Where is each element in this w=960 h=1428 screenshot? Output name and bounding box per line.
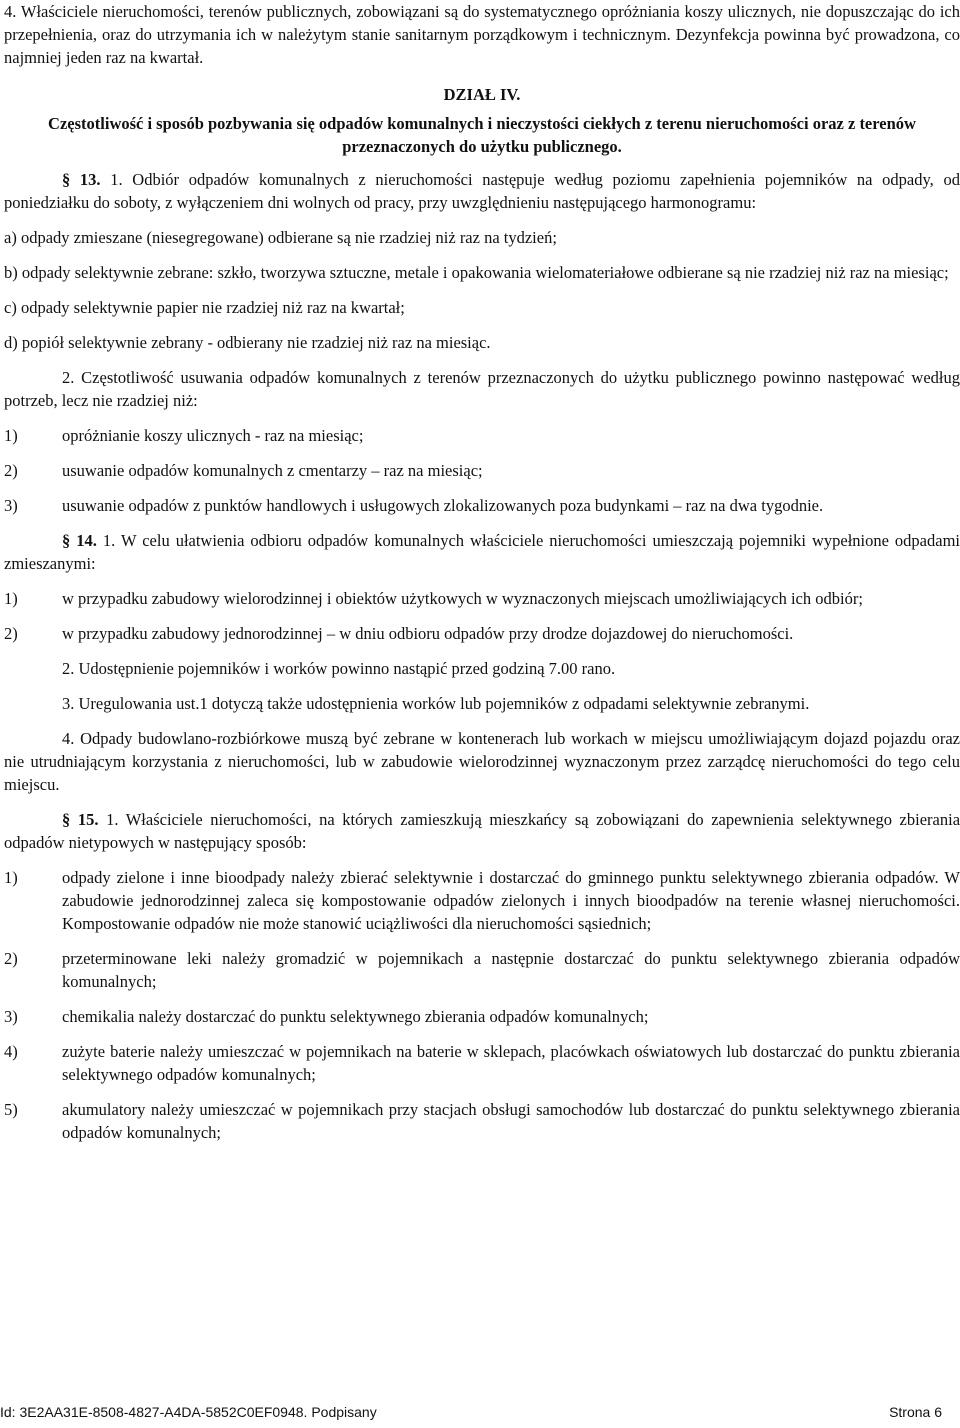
list-item [4, 622, 960, 645]
list-number: 2) [4, 461, 18, 480]
s14-paragraph-4: 4. Odpady budowlano-rozbiórkowe muszą być zebrane w kontenerach lub workach w miejscu umożliwiającym dojazd pojazdu oraz nie utrudniającym korzystania z nieruchomości, lub w zabudowie wielorodzinnej wyznaczonym przez zarządcę nieruchomości do tego celu miejscu. [4, 729, 960, 794]
list-number: 2) [4, 624, 18, 643]
list-number: 2) [4, 949, 18, 968]
list-text: akumulatory należy umieszczać w pojemnikach przy stacjach obsługi samochodów lub dostarczać do punktu selektywnego zbierania odpadów komunalnych; [62, 1100, 960, 1142]
list-text: odpady zielone i inne bioodpady należy zbierać selektywnie i dostarczać do gminnego punktu selektywnego zbierania odpadów. W zabudowie jednorodzinnej zaleca się kompostowanie odpadów zielonych i innych bioodpadów na terenie własnej nieruchomości. Kompostowanie odpadów nie może stanowić uciążliwości dla nieruchomości sąsiednich; [62, 868, 960, 933]
list-item [4, 424, 960, 447]
list-number: 1) [4, 589, 18, 608]
list-number: 1) [4, 426, 18, 445]
page-footer [0, 1404, 960, 1420]
s14-paragraph-1 [4, 529, 960, 575]
s15-paragraph-1 [4, 808, 960, 854]
list-number: 3) [4, 496, 18, 515]
s13-p1-text: 1. Odbiór odpadów komunalnych z nieruchomości następuje według poziomu zapełnienia pojemników na odpady, od poniedziałku do soboty, z wyłączeniem dni wolnych od pracy, przy uwzględnieniu następującego harmonogramu: [4, 170, 960, 212]
s14-mark: § 14. [62, 531, 97, 550]
s13-paragraph-1 [4, 168, 960, 214]
list-number: 4) [4, 1042, 18, 1061]
list-number: 5) [4, 1100, 18, 1119]
list-item [4, 459, 960, 482]
list-item [4, 587, 960, 610]
list-item [4, 1040, 960, 1086]
list-text: w przypadku zabudowy wielorodzinnej i obiektów użytkowych w wyznaczonych miejscach umożliwiających ich odbiór; [62, 589, 863, 608]
s15-mark: § 15. [62, 810, 99, 829]
list-item [4, 1005, 960, 1028]
list-item [4, 1098, 960, 1144]
list-item [4, 866, 960, 935]
s15-p1-text: 1. Właściciele nieruchomości, na których zamieszkują mieszkańcy są zobowiązani do zapewnienia selektywnego zbierania odpadów nietypowych w następujący sposób: [4, 810, 960, 852]
document-id: Id: 3E2AA31E-8508-4827-A4DA-5852C0EF0948. Podpisany [0, 1404, 377, 1420]
list-number: 3) [4, 1007, 18, 1026]
list-text: przeterminowane leki należy gromadzić w pojemnikach a następnie dostarczać do punktu selektywnego zbierania odpadów komunalnych; [62, 949, 960, 991]
list-text: usuwanie odpadów komunalnych z cmentarzy – raz na miesiąc; [62, 461, 483, 480]
s13-paragraph-2: 2. Częstotliwość usuwania odpadów komunalnych z terenów przeznaczonych do użytku publicznego powinno następować według potrzeb, lecz nie rzadziej niż: [4, 368, 960, 410]
section-heading: DZIAŁ IV. [443, 85, 521, 104]
section-title: Częstotliwość i sposób pozbywania się odpadów komunalnych i nieczystości ciekłych z terenu nieruchomości oraz z terenów przeznaczonych do użytku publicznego. [48, 114, 916, 156]
list-text: zużyte baterie należy umieszczać w pojemnikach na baterie w sklepach, placówkach oświatowych lub dostarczać do punktu zbierania selektywnego odpadów komunalnych; [62, 1042, 960, 1084]
list-number: 1) [4, 868, 18, 887]
s13-item-d: d) popiół selektywnie zebrany - odbierany nie rzadziej niż raz na miesiąc. [4, 333, 491, 352]
s14-p1-text: 1. W celu ułatwienia odbioru odpadów komunalnych właściciele nieruchomości umieszczają pojemniki wypełnione odpadami zmieszanymi: [4, 531, 960, 573]
list-text: usuwanie odpadów z punktów handlowych i usługowych zlokalizowanych poza budynkami – raz na dwa tygodnie. [62, 496, 824, 515]
s13-mark: § 13. [62, 170, 101, 189]
list-text: w przypadku zabudowy jednorodzinnej – w dniu odbioru odpadów przy drodze dojazdowej do nieruchomości. [62, 624, 794, 643]
s13-item-b: b) odpady selektywnie zebrane: szkło, tworzywa sztuczne, metale i opakowania wielomateriałowe odbierane są nie rzadziej niż raz na miesiąc; [4, 263, 949, 282]
list-item [4, 494, 960, 517]
s14-paragraph-2: 2. Udostępnienie pojemników i worków powinno nastąpić przed godziną 7.00 rano. [62, 659, 616, 678]
s14-paragraph-3: 3. Uregulowania ust.1 dotyczą także udostępnienia worków lub pojemników z odpadami selektywnie zebranymi. [62, 694, 810, 713]
document-page [4, 0, 960, 1156]
paragraph-4: 4. Właściciele nieruchomości, terenów publicznych, zobowiązani są do systematycznego opróżniania koszy ulicznych, nie dopuszczając do ich przepełnienia, oraz do utrzymania ich w należytym stanie sanitarnym porządkowym i technicznym. Dezynfekcja powinna być prowadzona, co najmniej jeden raz na kwartał. [4, 2, 960, 67]
s13-item-c: c) odpady selektywnie papier nie rzadziej niż raz na kwartał; [4, 298, 405, 317]
list-item [4, 947, 960, 993]
list-text: opróżnianie koszy ulicznych - raz na miesiąc; [62, 426, 364, 445]
s13-item-a: a) odpady zmieszane (niesegregowane) odbierane są nie rzadziej niż raz na tydzień; [4, 228, 557, 247]
list-text: chemikalia należy dostarczać do punktu selektywnego zbierania odpadów komunalnych; [62, 1007, 649, 1026]
page-number: Strona 6 [889, 1404, 942, 1420]
